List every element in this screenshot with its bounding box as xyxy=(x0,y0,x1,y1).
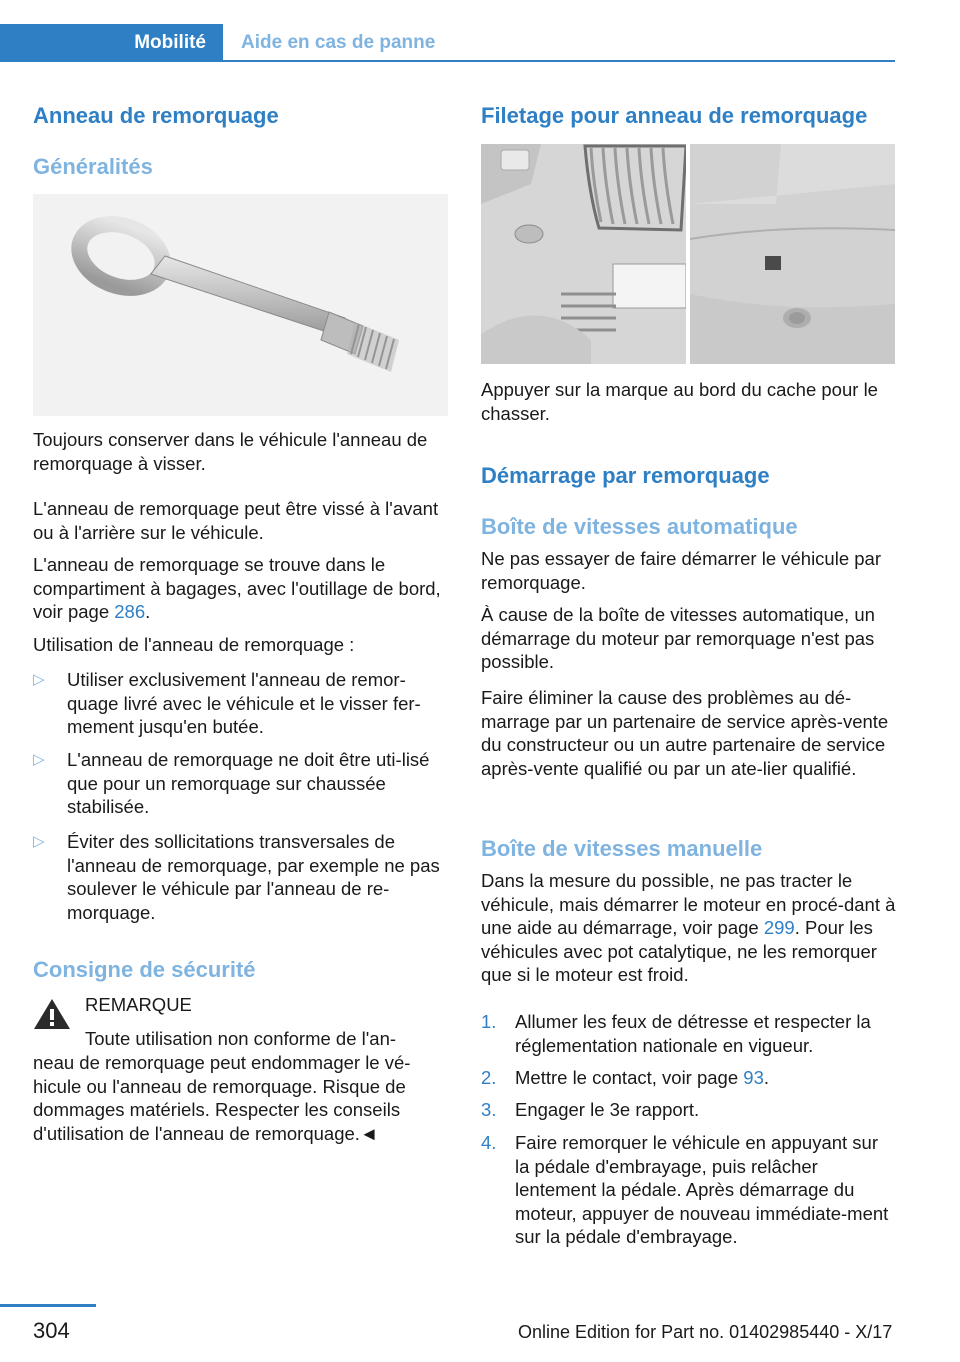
step-text xyxy=(515,1066,897,1090)
page-link-299[interactable]: 299 xyxy=(763,917,795,938)
page-header xyxy=(0,0,895,62)
towing-eye-image xyxy=(33,194,448,416)
warning-text-first-line: Toute utilisation non conforme de l'an- xyxy=(85,1028,397,1049)
page-number: 304 xyxy=(33,1318,70,1343)
footer-divider xyxy=(0,1304,96,1307)
step-number: 4. xyxy=(481,1132,497,1153)
paragraph-auto-3: Faire éliminer la cause des problèmes au dé-marrage par un partenaire de service après-vente du constructeur ou un autre partenaire de service après-vente qualifié ou par un ate-lier qualifié. xyxy=(481,687,889,779)
paragraph-utilisation: Utilisation de l'anneau de remorquage : xyxy=(33,634,355,655)
step-number: 2. xyxy=(481,1067,497,1088)
tab-aide-en-cas-de-panne[interactable]: Aide en cas de panne xyxy=(241,32,436,53)
subsection-title-consigne: Consigne de sécurité xyxy=(33,957,256,982)
paragraph-manual xyxy=(481,869,896,987)
subsection-title-automatique: Boîte de vitesses automatique xyxy=(481,514,798,539)
paragraph-visse: L'anneau de remorquage peut être vissé à l'avant ou à l'arrière sur le véhicule. xyxy=(33,498,439,543)
warning-label: REMARQUE xyxy=(85,994,192,1015)
tab-mobilite[interactable]: Mobilité xyxy=(0,24,223,62)
step-text: Faire remorquer le véhicule en appuyant sur la pédale d'embrayage, puis relâcher lentement la pédale. Après démarrage du moteur, appuyer de nouveau immédiate-ment sur la pédale d'embrayage. xyxy=(515,1132,889,1247)
paragraph-compartiment-text: L'anneau de remorquage se trouve dans le compartiment à bagages, avec l'outillage de bord, voir page xyxy=(33,554,441,622)
edition-text: Online Edition for Part no. 01402985440 - X/17 xyxy=(518,1322,893,1342)
towing-eye-illustration xyxy=(33,194,448,416)
paragraph-appuyer: Appuyer sur la marque au bord du cache pour le chasser. xyxy=(481,379,878,424)
triangle-bullet-icon: ▷ xyxy=(33,671,45,688)
step-text-after: . xyxy=(763,1067,769,1088)
warning-text: neau de remorquage peut endommager le vé-hicule ou l'anneau de remorquage. Risque de dommages matériels. Respecter les conseils d'utilisation de l'anneau de remorquage.◄ xyxy=(33,1052,411,1144)
triangle-bullet-icon: ▷ xyxy=(33,751,45,768)
paragraph-manual-text: Dans la mesure du possible, ne pas tracter le véhicule, mais démarrer le moteur en procé-dant à une aide au démarrage, voir page xyxy=(481,870,896,938)
list-item-text: Éviter des sollicitations transversales de l'anneau de remorquage, par exemple ne pas soulever le véhicule par l'anneau de re-morquage. xyxy=(67,831,440,923)
page-link-93[interactable]: 93 xyxy=(743,1067,764,1088)
header-divider xyxy=(223,60,895,62)
list-item-text: L'anneau de remorquage ne doit être uti-lisé que pour un remorquage sur chaussée stabilisée. xyxy=(67,749,430,817)
step-text: Engager le 3e rapport. xyxy=(515,1099,700,1120)
step-number: 3. xyxy=(481,1099,497,1120)
paragraph-auto-1: Ne pas essayer de faire démarrer le véhicule par remorquage. xyxy=(481,548,881,593)
subsection-title-generalites: Généralités xyxy=(33,154,153,179)
section-title-anneau: Anneau de remorquage xyxy=(33,103,279,128)
list-item-text: Utiliser exclusivement l'anneau de remor-quage livré avec le véhicule et le visser fer-mement jusqu'en butée. xyxy=(67,669,421,737)
warning-triangle-icon xyxy=(33,997,71,1031)
paragraph-compartiment-end: . xyxy=(145,601,151,622)
paragraph-conserver: Toujours conserver dans le véhicule l'anneau de remorquage à visser. xyxy=(33,429,428,474)
bumper-illustration xyxy=(481,144,895,364)
section-title-demarrage: Démarrage par remorquage xyxy=(481,463,770,488)
bumper-cover-image xyxy=(481,144,895,364)
paragraph-manual-end: . Pour les véhicules avec pot catalytique, ne les remorquer que si le moteur est froid. xyxy=(481,917,877,985)
step-text: Allumer les feux de détresse et respecter la réglementation nationale en vigueur. xyxy=(515,1011,871,1056)
paragraph-auto-2: À cause de la boîte de vitesses automatique, un démarrage du moteur par remorquage n'est pas possible. xyxy=(481,604,875,672)
section-title-filetage: Filetage pour anneau de remorquage xyxy=(481,103,868,128)
paragraph-compartiment xyxy=(33,553,448,624)
page-link-286[interactable]: 286 xyxy=(114,601,146,622)
triangle-bullet-icon: ▷ xyxy=(33,833,45,850)
step-number: 1. xyxy=(481,1011,497,1032)
subsection-title-manuelle: Boîte de vitesses manuelle xyxy=(481,836,763,861)
step-text-before: Mettre le contact, voir page xyxy=(515,1067,744,1088)
